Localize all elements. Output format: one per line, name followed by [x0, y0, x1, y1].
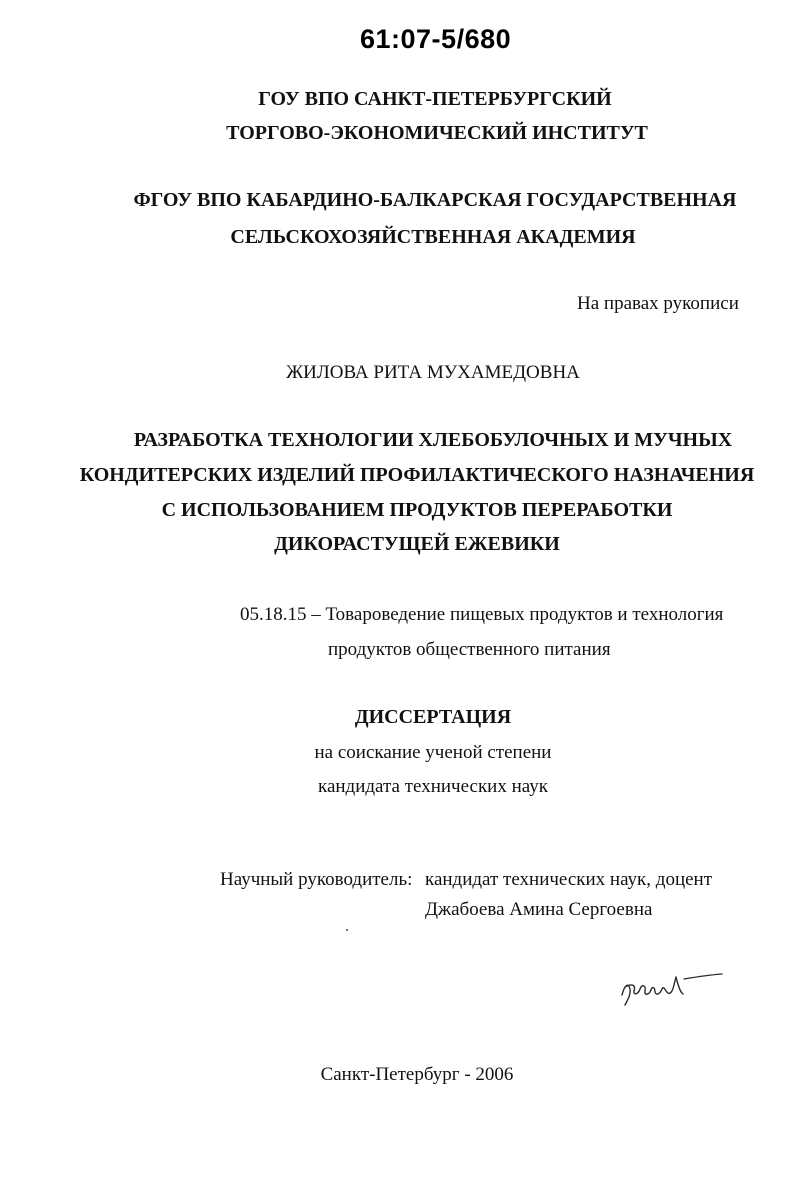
degree-line-1: на соискание ученой степени	[314, 742, 552, 763]
supervisor-label: Научный руководитель:	[220, 869, 413, 890]
title-line-2: КОНДИТЕРСКИХ ИЗДЕЛИЙ ПРОФИЛАКТИЧЕСКОГО НАЗНАЧЕНИЯ	[79, 464, 755, 486]
institution-2-line-1: ФГОУ ВПО КАБАРДИНО-БАЛКАРСКАЯ ГОСУДАРСТВЕННАЯ	[133, 189, 737, 211]
specialty-line-1: 05.18.15 – Товароведение пищевых продуктов и технология	[240, 604, 724, 625]
institution-1-line-2: ТОРГОВО-ЭКОНОМИЧЕСКИЙ ИНСТИТУТ	[226, 122, 648, 144]
handwritten-signature	[618, 965, 728, 1010]
degree-line-2: кандидата технических наук	[318, 776, 548, 797]
author-name: ЖИЛОВА РИТА МУХАМЕДОВНА	[286, 362, 580, 383]
archive-code: 61:07-5/680	[360, 24, 512, 54]
manuscript-note: На правах рукописи	[577, 293, 739, 314]
supervisor-name: Джабоева Амина Сергоевна	[425, 899, 653, 920]
specialty-line-2: продуктов общественного питания	[328, 639, 611, 660]
institution-1-line-1: ГОУ ВПО САНКТ-ПЕТЕРБУРГСКИЙ	[258, 88, 612, 110]
city-year: Санкт-Петербург - 2006	[320, 1064, 514, 1085]
title-line-3: С ИСПОЛЬЗОВАНИЕМ ПРОДУКТОВ ПЕРЕРАБОТКИ	[161, 499, 673, 521]
scan-dot	[346, 929, 348, 931]
title-line-1: РАЗРАБОТКА ТЕХНОЛОГИИ ХЛЕБОБУЛОЧНЫХ И МУЧНЫХ	[133, 429, 733, 451]
document-type: ДИССЕРТАЦИЯ	[354, 706, 512, 728]
title-line-4: ДИКОРАСТУЩЕЙ ЕЖЕВИКИ	[274, 533, 560, 555]
supervisor-credentials: кандидат технических наук, доцент	[425, 869, 713, 890]
institution-2-line-2: СЕЛЬСКОХОЗЯЙСТВЕННАЯ АКАДЕМИЯ	[230, 226, 636, 248]
